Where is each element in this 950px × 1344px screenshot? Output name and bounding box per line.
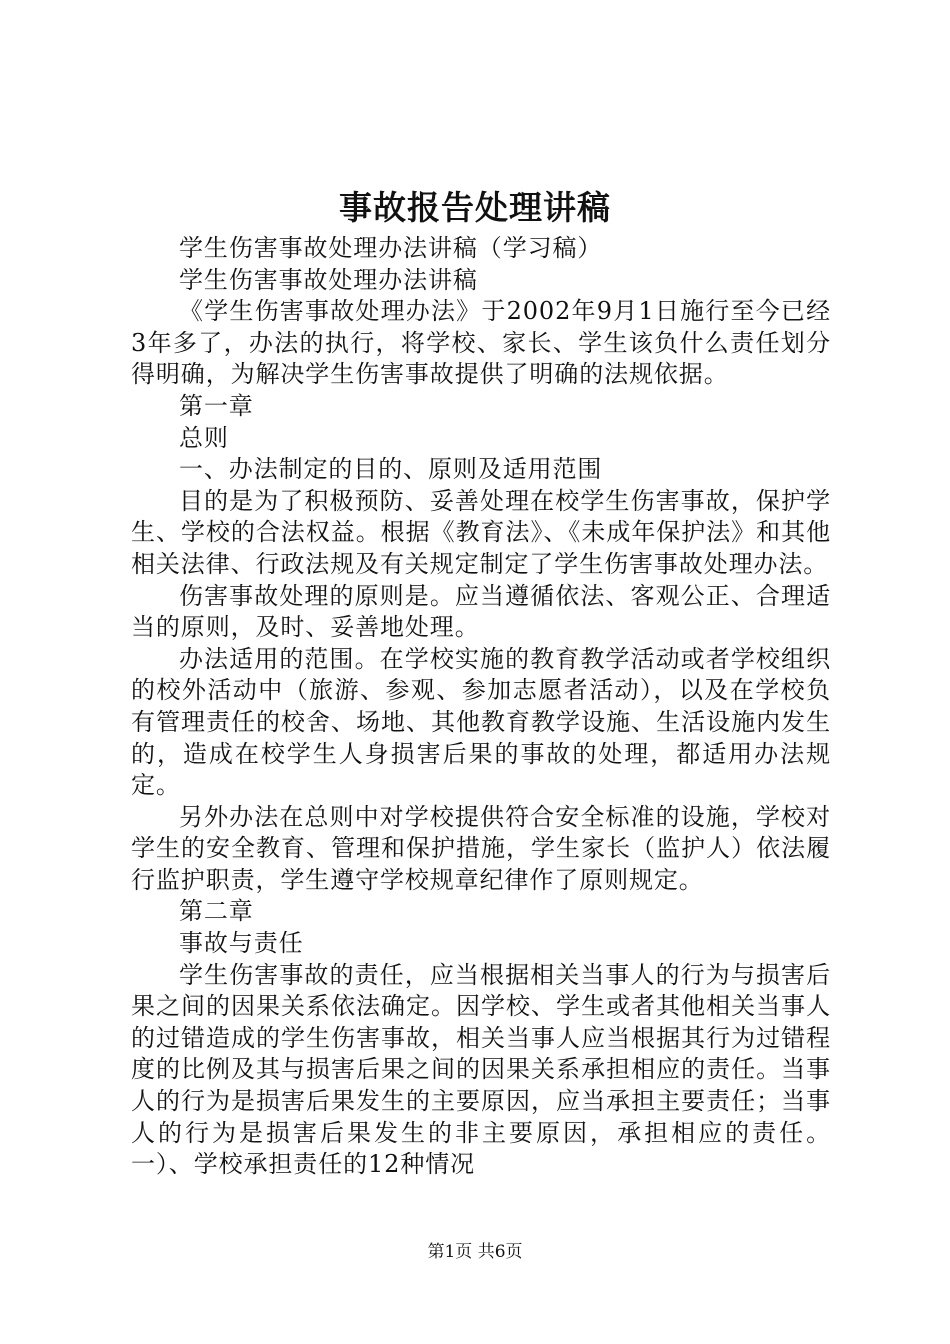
section-heading: 事故与责任: [179, 929, 304, 958]
paragraph: 办法适用的范围。在学校实施的教育教学活动或者学校组织的校外活动中（旅游、参观、参加志愿者活动），以及在学校负有管理责任的校舍、场地、其他教育教学设施、生活设施内发生的，造成在校学生人身损害后果的事故的处理，都适用办法规定。: [131, 644, 831, 800]
paragraph: 另外办法在总则中对学校提供符合安全标准的设施，学校对学生的安全教育、管理和保护措施，学生家长（监护人）依法履行监护职责，学生遵守学校规章纪律作了原则规定。: [131, 802, 831, 894]
paragraph: 伤害事故处理的原则是。应当遵循依法、客观公正、合理适当的原则，及时、妥善地处理。: [131, 581, 831, 642]
paragraph: 《学生伤害事故处理办法》于2002年9月1日施行至今已经3年多了，办法的执行，将学校、家长、学生该负什么责任划分得明确，为解决学生伤害事故提供了明确的法规依据。: [131, 297, 831, 389]
paragraph: 目的是为了积极预防、妥善处理在校学生伤害事故，保护学生、学校的合法权益。根据《教育法》、《未成年保护法》和其他相关法律、行政法规及有关规定制定了学生伤害事故处理办法。: [131, 486, 831, 578]
page-footer: 第1页 共6页: [427, 1242, 523, 1262]
paragraph: 学生伤害事故处理办法讲稿（学习稿）: [179, 234, 603, 262]
chapter-heading: 第一章: [179, 391, 254, 420]
document-body: [131, 233, 831, 1181]
paragraph: 学生伤害事故处理办法讲稿: [179, 265, 478, 294]
document-title: 事故报告处理讲稿: [339, 188, 611, 227]
paragraph: 学生伤害事故的责任，应当根据相关当事人的行为与损害后果之间的因果关系依法确定。因学校、学生或者其他相关当事人的过错造成的学生伤害事故，相关当事人应当根据其行为过错程度的比例及其与损害后果之间的因果关系承担相应的责任。当事人的行为是损害后果发生的主要原因，应当承担主要责任；当事人的行为是损害后果发生的非主要原因，承担相应的责任。一）、学校承担责任的12种情况: [131, 960, 831, 1179]
chapter-heading: 第二章: [179, 897, 254, 926]
section-heading: 总则: [179, 423, 229, 452]
subsection-heading: 一、办法制定的目的、原则及适用范围: [179, 455, 603, 484]
